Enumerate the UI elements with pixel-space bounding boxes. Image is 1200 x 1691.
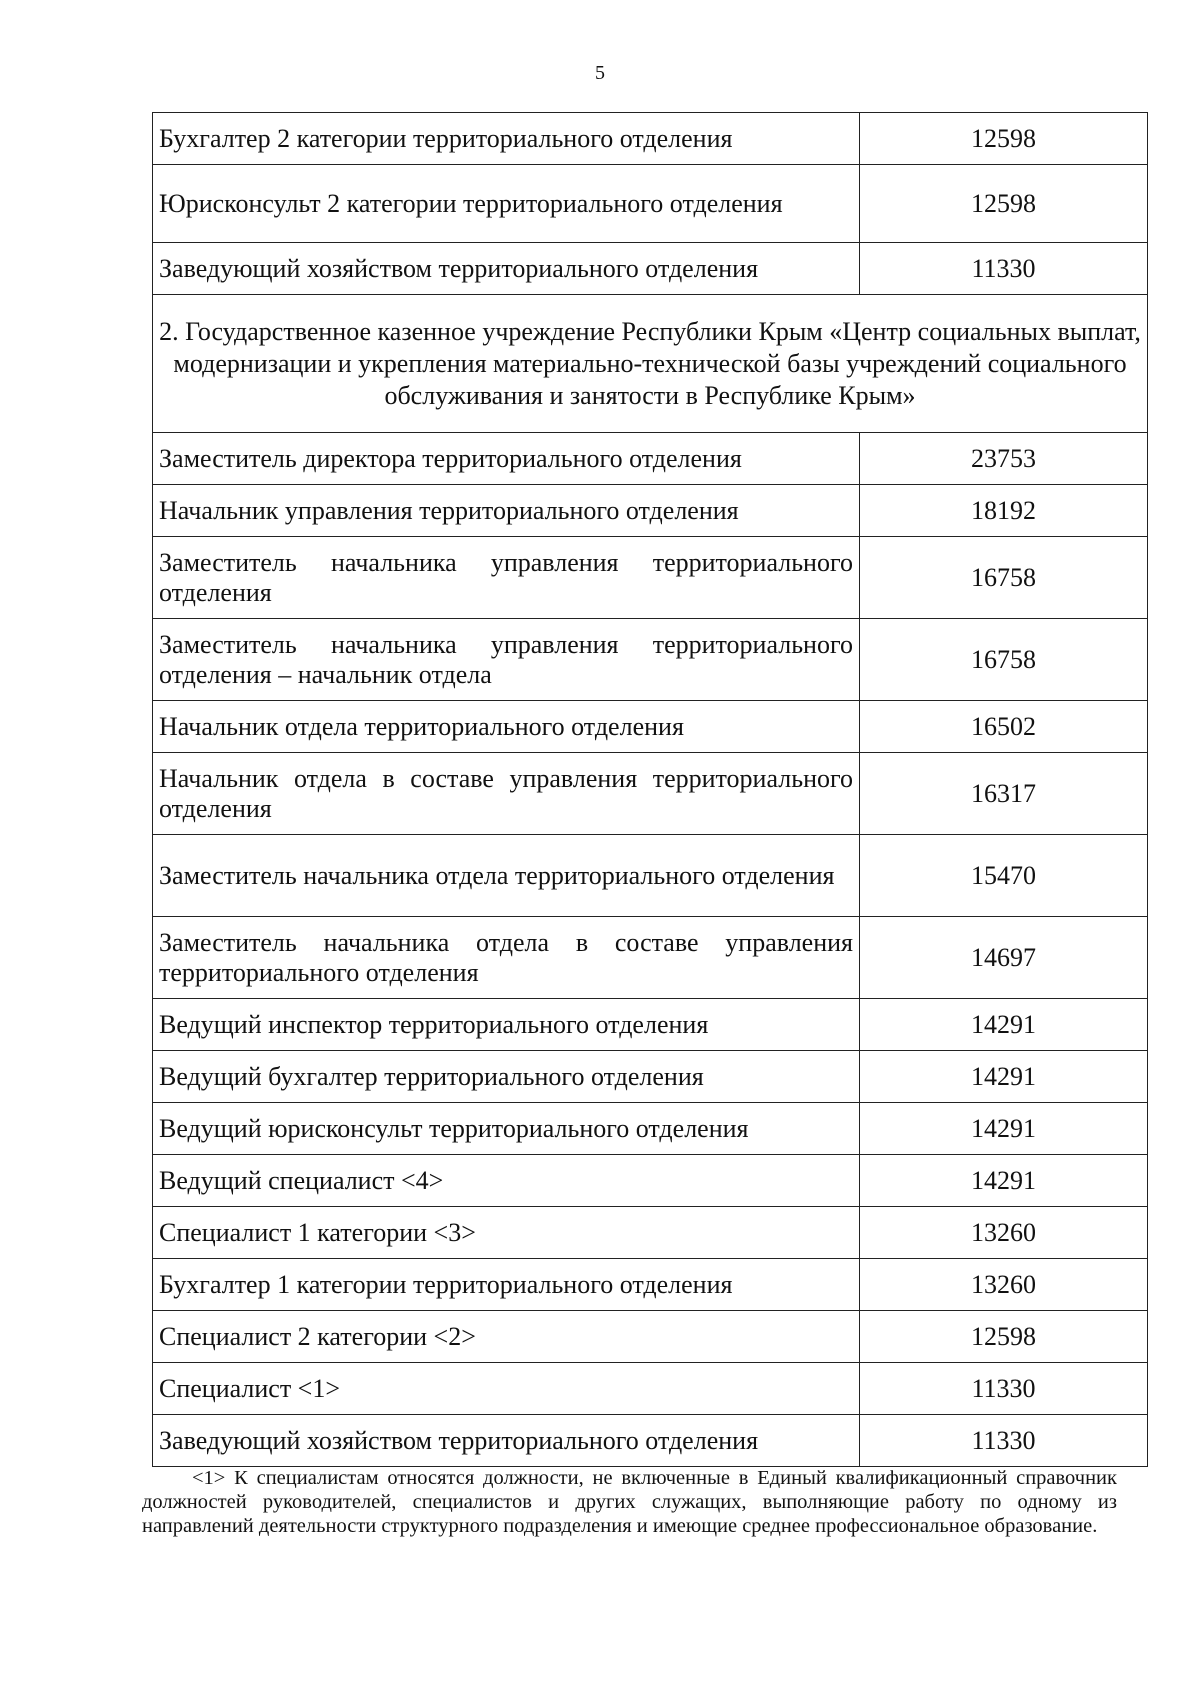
salary-table bbox=[152, 112, 1148, 1467]
section-row bbox=[153, 295, 1148, 433]
table-row bbox=[153, 1207, 1148, 1259]
position-cell: Начальник отдела в составе управления территориального отделения bbox=[153, 753, 860, 835]
salary-cell: 23753 bbox=[860, 433, 1148, 485]
table-row bbox=[153, 1051, 1148, 1103]
salary-cell: 12598 bbox=[860, 1311, 1148, 1363]
salary-cell: 12598 bbox=[860, 113, 1148, 165]
table-row bbox=[153, 537, 1148, 619]
table-row bbox=[153, 243, 1148, 295]
position-cell: Специалист 1 категории <3> bbox=[153, 1207, 860, 1259]
salary-cell: 14697 bbox=[860, 917, 1148, 999]
salary-cell: 13260 bbox=[860, 1207, 1148, 1259]
position-cell: Заведующий хозяйством территориального отделения bbox=[153, 243, 860, 295]
salary-cell: 12598 bbox=[860, 165, 1148, 243]
table-row bbox=[153, 165, 1148, 243]
position-cell: Ведущий бухгалтер территориального отделения bbox=[153, 1051, 860, 1103]
position-cell: Заместитель начальника отдела в составе управления территориального отделения bbox=[153, 917, 860, 999]
salary-cell: 14291 bbox=[860, 1155, 1148, 1207]
table-row bbox=[153, 1311, 1148, 1363]
salary-cell: 11330 bbox=[860, 1363, 1148, 1415]
section-heading: 2. Государственное казенное учреждение Республики Крым «Центр социальных выплат, модернизации и укрепления материально-технической базы учреждений социального обслуживания и занятости в Республике Крым» bbox=[153, 295, 1148, 433]
table-row bbox=[153, 1259, 1148, 1311]
salary-cell: 18192 bbox=[860, 485, 1148, 537]
table-row bbox=[153, 701, 1148, 753]
position-cell: Заместитель начальника управления территориального отделения – начальник отдела bbox=[153, 619, 860, 701]
position-cell: Бухгалтер 1 категории территориального отделения bbox=[153, 1259, 860, 1311]
table-row bbox=[153, 999, 1148, 1051]
salary-cell: 13260 bbox=[860, 1259, 1148, 1311]
table-row bbox=[153, 1155, 1148, 1207]
table-row bbox=[153, 1363, 1148, 1415]
salary-cell: 11330 bbox=[860, 1415, 1148, 1467]
position-cell: Юрисконсульт 2 категории территориального отделения bbox=[153, 165, 860, 243]
table-row bbox=[153, 113, 1148, 165]
position-cell: Специалист 2 категории <2> bbox=[153, 1311, 860, 1363]
position-cell: Ведущий юрисконсульт территориального отделения bbox=[153, 1103, 860, 1155]
position-cell: Специалист <1> bbox=[153, 1363, 860, 1415]
salary-cell: 16758 bbox=[860, 537, 1148, 619]
table-row bbox=[153, 619, 1148, 701]
salary-cell: 15470 bbox=[860, 835, 1148, 917]
table-row bbox=[153, 485, 1148, 537]
page-number: 5 bbox=[595, 62, 605, 84]
position-cell: Ведущий инспектор территориального отделения bbox=[153, 999, 860, 1051]
salary-cell: 11330 bbox=[860, 243, 1148, 295]
position-cell: Заместитель начальника отдела территориального отделения bbox=[153, 835, 860, 917]
salary-cell: 14291 bbox=[860, 999, 1148, 1051]
salary-cell: 16758 bbox=[860, 619, 1148, 701]
salary-cell: 16317 bbox=[860, 753, 1148, 835]
footnote: <1> К специалистам относятся должности, не включенные в Единый квалификационный справочник должностей руководителей, специалистов и других служащих, выполняющие работу по одному из направлений деятельности структурного подразделения и имеющие среднее профессиональное образование. bbox=[142, 1467, 1117, 1537]
salary-cell: 14291 bbox=[860, 1103, 1148, 1155]
table-row bbox=[153, 835, 1148, 917]
position-cell: Заместитель начальника управления территориального отделения bbox=[153, 537, 860, 619]
table-row bbox=[153, 753, 1148, 835]
table-row bbox=[153, 1415, 1148, 1467]
position-cell: Начальник управления территориального отделения bbox=[153, 485, 860, 537]
table-row bbox=[153, 917, 1148, 999]
position-cell: Заместитель директора территориального отделения bbox=[153, 433, 860, 485]
position-cell: Бухгалтер 2 категории территориального отделения bbox=[153, 113, 860, 165]
table-row bbox=[153, 433, 1148, 485]
salary-cell: 16502 bbox=[860, 701, 1148, 753]
position-cell: Заведующий хозяйством территориального отделения bbox=[153, 1415, 860, 1467]
salary-cell: 14291 bbox=[860, 1051, 1148, 1103]
position-cell: Ведущий специалист <4> bbox=[153, 1155, 860, 1207]
position-cell: Начальник отдела территориального отделения bbox=[153, 701, 860, 753]
table-row bbox=[153, 1103, 1148, 1155]
